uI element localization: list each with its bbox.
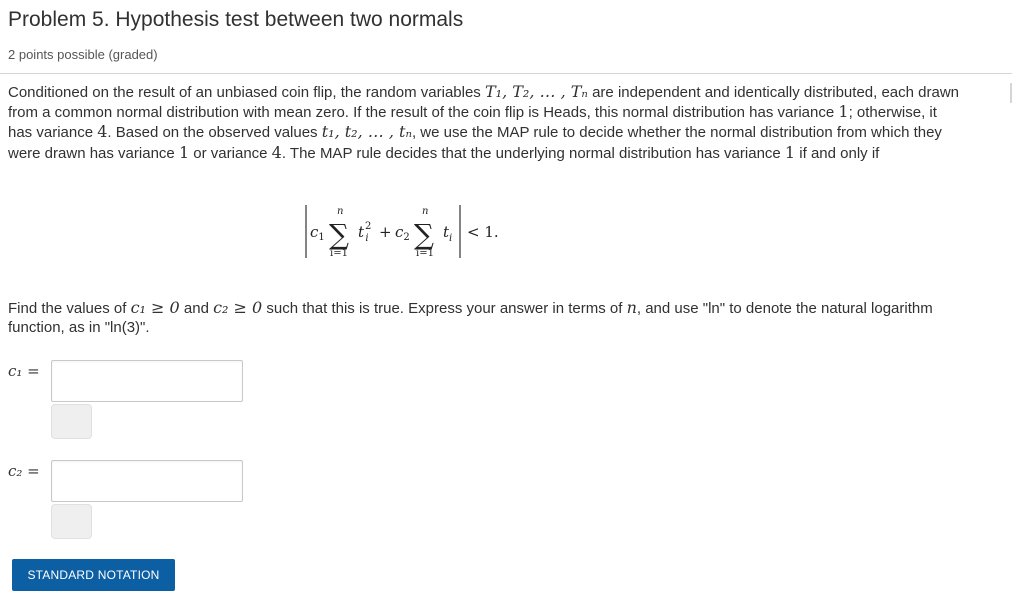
observed-values: t₁, t₂, … , tₙ <box>321 122 412 141</box>
statement-text: ; otherwise, it <box>848 104 937 121</box>
c2-label: c₂ = <box>8 462 40 480</box>
statement-text: were drawn has variance <box>8 145 175 162</box>
c2-constraint: c₂ ≥ 0 <box>213 298 263 317</box>
instruction-text: Find the values of <box>8 300 127 317</box>
statement-line-3 <box>8 122 942 143</box>
formula-plus: + <box>379 223 392 241</box>
random-variables: T₁, T₂, … , Tₙ <box>484 82 588 101</box>
statement-text: Conditioned on the result of an unbiased coin flip, the random variables <box>8 84 481 101</box>
instruction-line-1 <box>8 298 933 319</box>
variance-value: 4 <box>271 143 282 162</box>
statement-text: from a common normal distribution with mean zero. If the result of the coin flip is Heads, this normal distribution has variance <box>8 104 835 121</box>
statement-text: if and only if <box>799 145 880 162</box>
variance-value: 1 <box>784 143 796 162</box>
variance-value: 1 <box>178 143 190 162</box>
formula-t-i: $t_i$ <box>443 223 453 244</box>
scroll-indicator <box>1010 83 1012 103</box>
c1-label: c₁ = <box>8 362 40 380</box>
sigma-upper-1: n <box>337 206 344 217</box>
c1-constraint: c₁ ≥ 0 <box>130 298 180 317</box>
statement-text: has variance <box>8 124 94 141</box>
sigma-lower-2: i=1 <box>416 248 434 259</box>
c2-answer-input[interactable] <box>51 460 243 502</box>
c1-preview-box <box>51 404 92 439</box>
sigma-upper-2: n <box>422 206 429 217</box>
statement-text: . Based on the observed values <box>107 124 318 141</box>
formula-rhs: < 1. <box>467 223 499 241</box>
statement-line-2 <box>8 102 937 123</box>
c2-preview-box <box>51 504 92 539</box>
sigma-lower-1: i=1 <box>330 248 348 259</box>
instruction-text: such that this is true. Express your answer in terms of <box>266 300 623 317</box>
instruction-text: and <box>183 300 209 317</box>
statement-text: , we use the MAP rule to decide whether the normal distribution from which they <box>411 124 942 141</box>
variance-value: 1 <box>838 102 849 121</box>
statement-text: are independent and identically distributed, each drawn <box>592 84 960 101</box>
divider <box>0 73 1012 74</box>
formula-c1: $c_1$ <box>310 223 325 243</box>
standard-notation-button[interactable]: STANDARD NOTATION <box>12 559 175 591</box>
variable-n: n <box>626 298 637 317</box>
variance-value: 4 <box>97 122 108 141</box>
formula-t-squared: $t^2$ i <box>358 221 372 244</box>
sigma-symbol-1: ∑ <box>329 218 349 251</box>
problem-title: Problem 5. Hypothesis test between two normals <box>8 8 464 31</box>
statement-text: . The MAP rule decides that the underlying normal distribution has variance <box>281 145 781 162</box>
formula-c2: $c_2$ <box>395 223 410 243</box>
statement-line-1 <box>8 82 959 103</box>
statement-text: or variance <box>193 145 268 162</box>
c1-answer-input[interactable] <box>51 360 243 402</box>
sigma-symbol-2: ∑ <box>414 218 434 251</box>
instruction-line-2: function, as in "ln(3)". <box>8 319 150 336</box>
instruction-text: , and use "ln" to denote the natural logarithm <box>636 300 933 317</box>
statement-line-4 <box>8 143 879 164</box>
points-label: 2 points possible (graded) <box>8 47 158 62</box>
